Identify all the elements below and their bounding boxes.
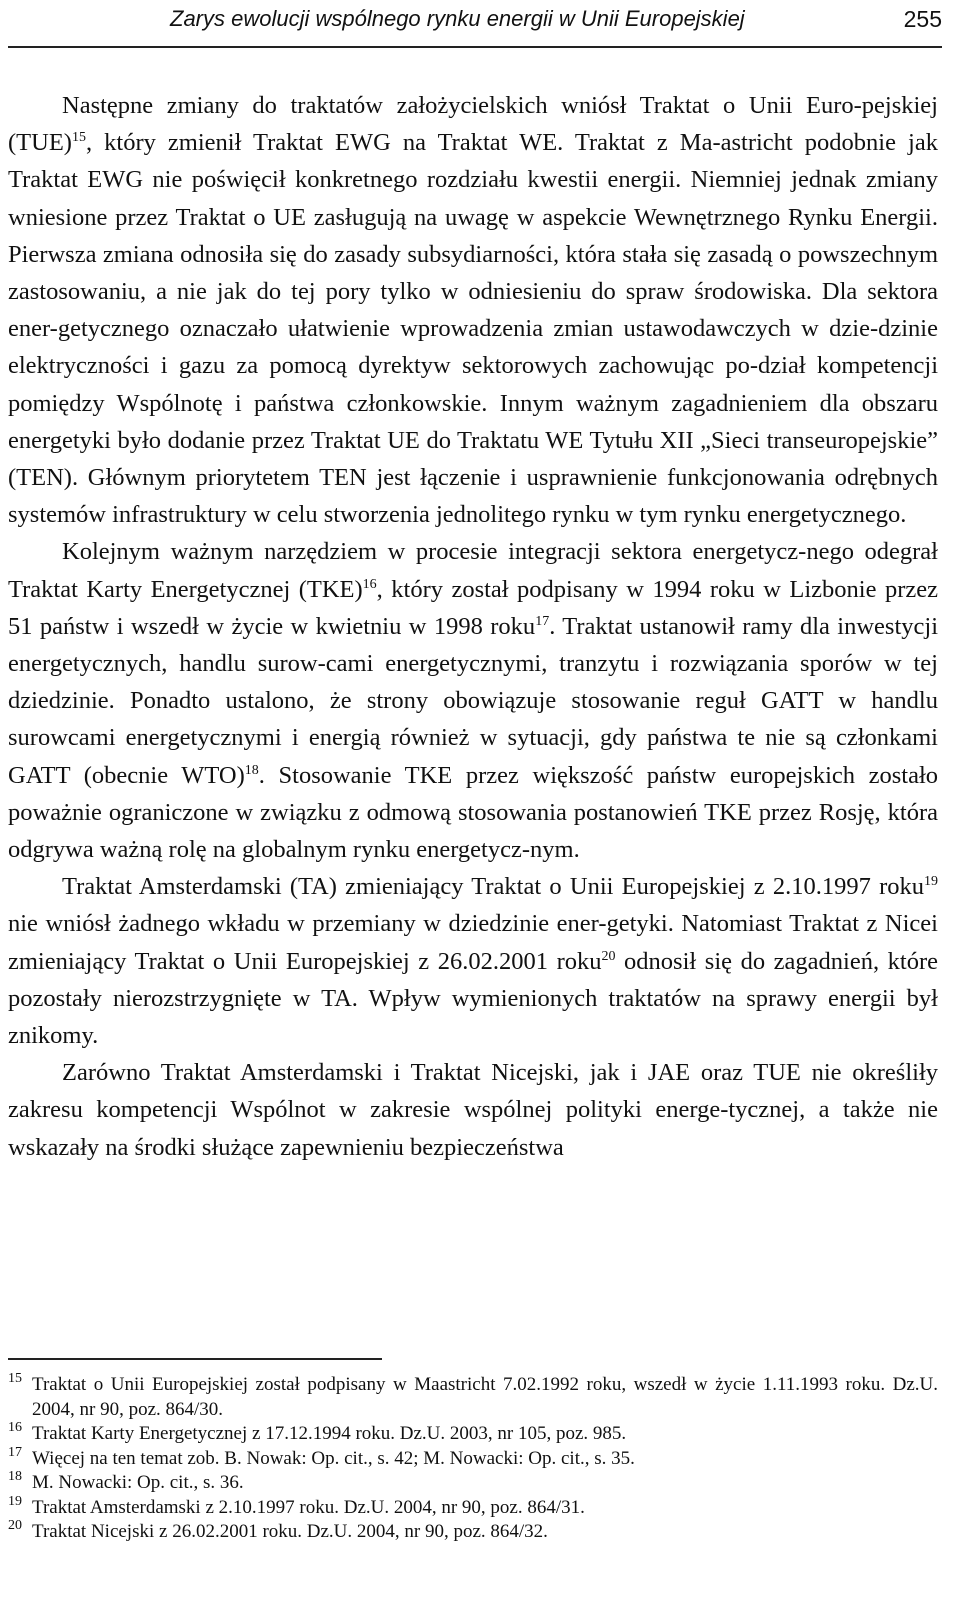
body-text <box>8 87 938 1166</box>
footnote-ref-19[interactable]: 19 <box>924 874 938 890</box>
footnote-20 <box>8 1520 938 1545</box>
footnote-number: 15 <box>8 1371 22 1386</box>
footnote-number: 19 <box>8 1493 22 1509</box>
footnote-17 <box>8 1444 938 1472</box>
footnote-rule <box>8 1358 382 1360</box>
footnote-text: Traktat Amsterdamski z 2.10.1997 roku. Dz.U. 2004, nr 90, poz. 864/31. <box>32 1496 585 1518</box>
footnote-19 <box>8 1493 938 1521</box>
footnote-text: Więcej na ten temat zob. B. Nowak: Op. cit., s. 42; M. Nowacki: Op. cit., s. 35. <box>32 1447 635 1469</box>
header-rule <box>8 46 942 48</box>
page-number: 255 <box>903 6 942 32</box>
paragraph-4: Zarówno Traktat Amsterdamski i Traktat Nicejski, jak i JAE oraz TUE nie określiły zakresu kompetencji Wspólnot w zakresie wspólnej polityki energe-tycznej, a także nie wskazały na środki służące zapewnieniu bezpieczeństwa <box>8 1059 938 1161</box>
footnote-number: 16 <box>8 1420 22 1435</box>
footnote-text: Traktat Karty Energetycznej z 17.12.1994 roku. Dz.U. 2003, nr 105, poz. 985. <box>32 1423 627 1444</box>
footnotes <box>8 1373 938 1545</box>
paragraph-3: Traktat Amsterdamski (TA) zmieniający Traktat o Unii Europejskiej z 2.10.1997 roku$^{19}$ nie wniósł żadnego wkładu w przemiany w dziedzinie ener-getyki. Natomiast Traktat z Nicei zmieniający Traktat o Unii Europejskiej z 26.02.2001 roku$^{20}$ odnosił się do zagadnień, które pozostały nierozstrzygnięte w TA. Wpływ wymienionych traktatów na sprawy energii był znikomy. <box>8 873 938 1050</box>
paragraph-1: Następne zmiany do traktatów założycielskich wniósł Traktat o Unii Euro-pejskiej (TUE)$^{15}$, który zmienił Traktat EWG na Traktat WE. Traktat z Ma-astricht podobnie jak Traktat EWG nie poświęcił konkretnego rozdziału kwestii energii. Niemniej jednak zmiany wniesione przez Traktat o UE zasługują na uwagę w aspekcie Wewnętrznego Rynku Energii. Pierwsza zmiana odnosiła się do zasady subsydiarności, która stała się zasadą o powszechnym zastosowaniu, a nie jak do tej pory tylko w odniesieniu do spraw środowiska. Dla sektora ener-getycznego oznaczało ułatwienie wprowadzenia zmian ustawodawczych w dzie-dzinie elektryczności i gazu za pomocą dyrektyw sektorowych zachowując po-dział kompetencji pomiędzy Wspólnotę i państwa członkowskie. Innym ważnym zagadnieniem dla obszaru energetyki było dodanie przez Traktat UE do Traktatu WE Tytułu XII „Sieci transeuropejskie” (TEN). Głównym priorytetem TEN jest łączenie i usprawnienie funkcjonowania odrębnych systemów infrastruktury w celu stworzenia jednolitego rynku w tym rynku energetycznego. <box>8 92 938 529</box>
footnote-ref-17[interactable]: 17 <box>535 613 550 629</box>
running-title: Zarys ewolucji wspólnego rynku energii w Unii Europejskiej <box>170 6 745 31</box>
footnote-16 <box>8 1422 938 1447</box>
page-header <box>8 2 942 42</box>
footnote-18 <box>8 1471 938 1496</box>
footnote-number: 20 <box>8 1518 22 1533</box>
footnote-text: Traktat o Unii Europejskiej został podpisany w Maastricht 7.02.1992 roku, wszedł w życie 1.11.1993 roku. Dz.U. 2004, nr 90, poz. 864/30. <box>32 1374 938 1420</box>
footnote-number: 17 <box>8 1444 22 1460</box>
paragraph-2: Kolejnym ważnym narzędziem w procesie integracji sektora energetycz-nego odegrał Traktat Karty Energetycznej (TKE)$^{16}$, który został podpisany w 1994 roku w Lizbonie przez 51 państw i wszedł w życie w kwietniu w 1998 roku$^{17}$. Traktat ustanowił ramy dla inwestycji energetycznych, handlu surow-cami energetycznymi, tranzytu i rozwiązania sporów w tej dziedzinie. Ponadto ustalono, że strony obowiązuje stosowanie reguł GATT w handlu surowcami energetycznymi i energią również w sytuacji, gdy państwa te nie są członkami GATT (obecnie WTO)$^{18}$. Stosowanie TKE przez większość państw europejskich zostało poważnie ograniczone w związku z odmową stosowania postanowień TKE przez Rosję, która odgrywa ważną rolę na globalnym rynku energetycz-nym. <box>8 538 939 864</box>
footnote-ref-20[interactable]: 20 <box>601 948 616 964</box>
footnote-15 <box>8 1373 938 1422</box>
footnote-text: Traktat Nicejski z 26.02.2001 roku. Dz.U. 2004, nr 90, poz. 864/32. <box>32 1521 548 1542</box>
footnote-ref-18[interactable]: 18 <box>244 762 259 778</box>
footnote-ref-16[interactable]: 16 <box>362 576 377 592</box>
footnote-ref-15[interactable]: 15 <box>71 130 86 146</box>
footnote-text: M. Nowacki: Op. cit., s. 36. <box>32 1472 244 1493</box>
footnote-number: 18 <box>8 1469 22 1484</box>
